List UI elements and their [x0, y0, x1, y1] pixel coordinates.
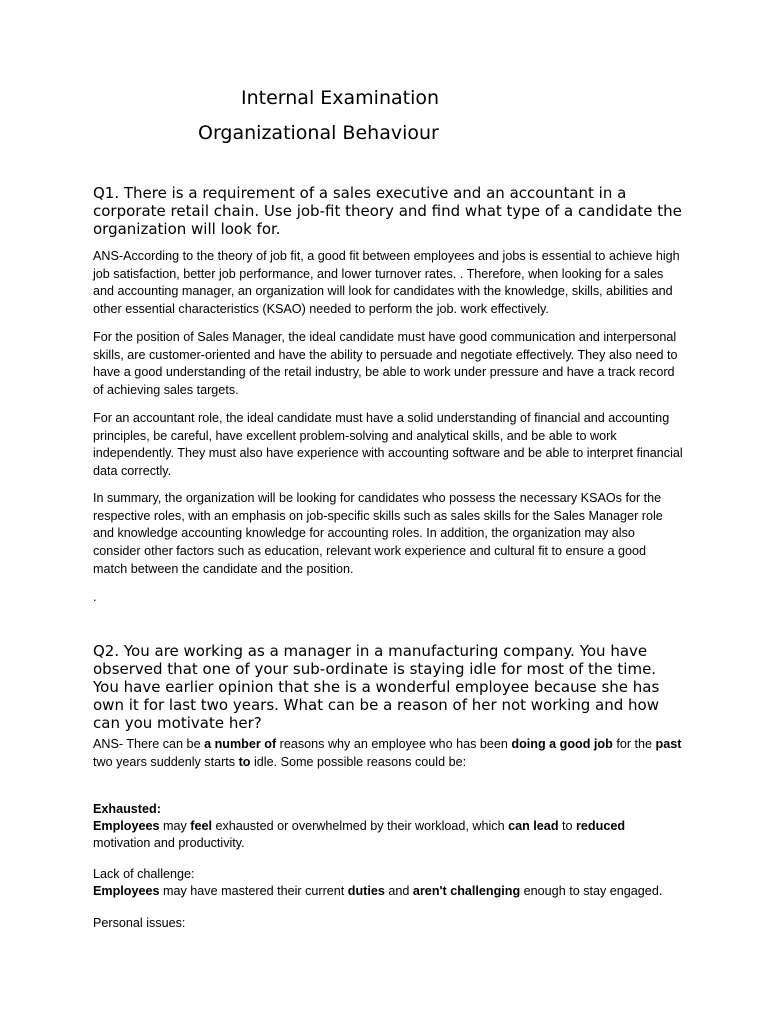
reason-personal-issues	[93, 915, 683, 932]
exam-title: Internal Examination	[241, 87, 440, 109]
text-run: ANS- There can be	[93, 737, 205, 751]
text-run: reasons why an employee who has been	[276, 737, 512, 751]
text-run: two years suddenly starts	[93, 754, 239, 769]
question-2: Q2. You are working as a manager in a manufacturing company. You have observed that one of your sub-ordinate is staying idle for most of the time. You have earlier opinion that she is a wonderful employee because she has own it for last two years. What can be a reason of her not working and how can you motivate her?	[93, 642, 660, 732]
bold-run: Employees	[93, 819, 160, 833]
reason-lack-of-challenge	[93, 866, 683, 900]
answer-1-paragraph-4: In summary, the organization will be looking for candidates who possess the necessary KSAOs for the respective roles, with an emphasis on job-specific skills such as sales skills for the Sales Manager role and knowledge accounting knowledge for accounting roles. In addition, the organization may also consider other factors such as education, relevant work experience and cultural fit to ensure a good match between the candidate and the position.	[93, 491, 663, 576]
text-run: motivation and productivity.	[93, 836, 245, 850]
reason-heading: Lack of challenge:	[93, 867, 195, 881]
reason-heading-text: Exhausted:	[93, 802, 161, 816]
bold-run: aren't challenging	[412, 884, 521, 898]
bold-run: reduced	[576, 819, 626, 833]
text-run: to	[558, 819, 577, 833]
reason-body	[93, 883, 683, 900]
bold-run: to	[238, 754, 251, 769]
answer-1-paragraph-2: For the position of Sales Manager, the ideal candidate must have good communication and interpersonal skills, are customer-oriented and have the ability to persuade and negotiate effectively. They also need to have a good understanding of the retail industry, be able to work under pressure and have a track record of achieving sales targets.	[93, 330, 678, 398]
bold-run: a number of	[204, 737, 277, 751]
bold-run: feel	[190, 819, 212, 833]
text-run: and	[384, 884, 413, 898]
bold-run: duties	[347, 884, 385, 898]
question-1: Q1. There is a requirement of a sales executive and an accountant in a corporate retail chain. Use job-fit theory and find what type of a candidate the organization will look for.	[93, 184, 682, 238]
text-run: may have mastered their current	[159, 884, 348, 898]
bold-run: doing a good job	[511, 737, 613, 751]
text-run: idle. Some possible reasons could be:	[250, 754, 467, 769]
reason-heading	[93, 801, 683, 818]
reason-body	[93, 818, 683, 852]
bold-run: past	[655, 737, 682, 751]
answer-1-paragraph-3: For an accountant role, the ideal candidate must have a solid understanding of financial and accounting principles, be careful, have excellent problem-solving and analytical skills, and be able to work independently. They must also have experience with accounting software and be able to interpret financial data correctly.	[93, 411, 683, 479]
text-run: for the	[612, 737, 656, 751]
reason-exhausted	[93, 801, 683, 852]
answer-1-paragraph-1: ANS-According to the theory of job fit, a good fit between employees and jobs is essential to achieve high job satisfaction, better job performance, and lower turnover rates. . Therefore, when looking for a sales and accounting manager, an organization will look for candidates with the knowledge, skills, abilities and other essential characteristics (KSAO) needed to perform the job. work effectively.	[93, 249, 680, 317]
trailing-dot: .	[93, 590, 97, 604]
reason-heading: Personal issues:	[93, 916, 186, 930]
bold-run: Employees	[93, 884, 160, 898]
answer-2-intro	[93, 736, 683, 771]
text-run: enough to stay engaged.	[520, 884, 663, 898]
text-run: may	[159, 819, 191, 833]
subject-title: Organizational Behaviour	[198, 122, 439, 144]
text-run: exhausted or overwhelmed by their workload, which	[212, 819, 509, 833]
bold-run: can lead	[508, 819, 559, 833]
